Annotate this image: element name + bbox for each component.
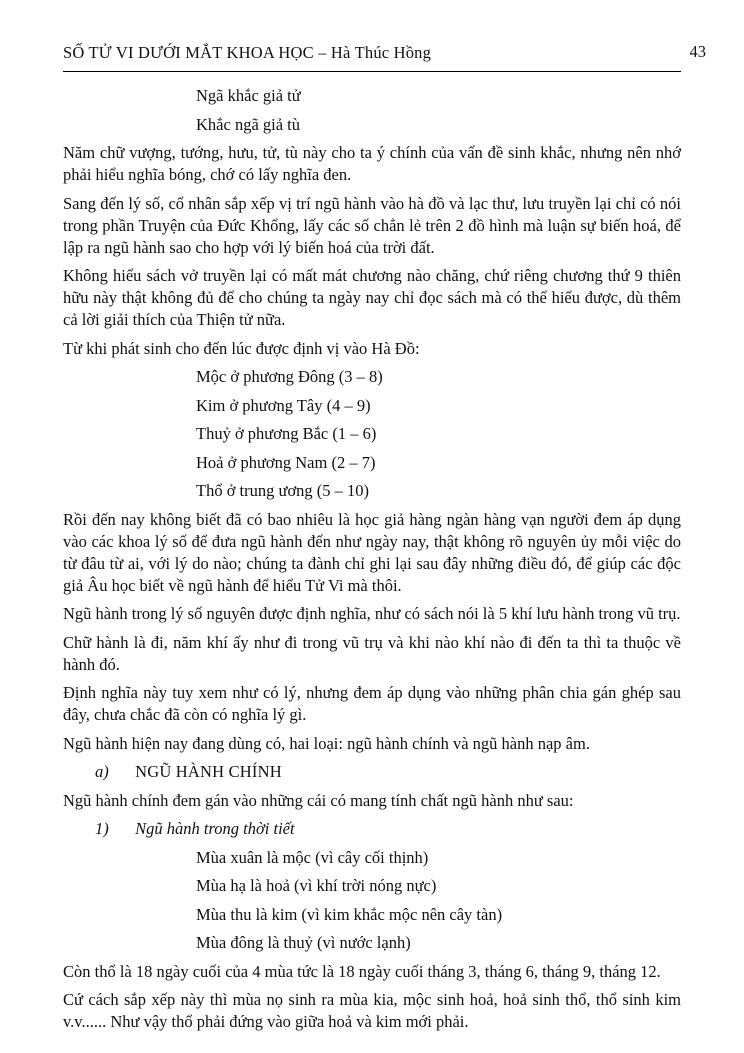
paragraph-ngu-hanh-chinh: Ngũ hành chính đem gán vào những cái có mang tính chất ngũ hành như sau: (63, 790, 574, 810)
paragraph-sang-den: Sang đến lý số, cổ nhân sắp xếp vị trí ngũ hành vào hà đồ và lạc thư, lưu truyền lại chỉ có nói trong phần Truyện của Đức Khổng, lấy các số chẳn lẻ trên 2 đồ hình mà luận sự biến hoá, để lập ra ngũ hành sao cho hợp với lý biến hoá của trời đất. (63, 193, 681, 257)
season-item-winter: Mùa đông là thuỷ (vì nước lạnh) (196, 933, 411, 952)
section-a-marker: a) (95, 762, 109, 781)
season-item-spring: Mùa xuân là mộc (vì cây cối thịnh) (196, 847, 429, 867)
header-rule (63, 42, 681, 72)
ha-do-item-moc: Mộc ở phương Đông (3 – 8) (196, 367, 383, 386)
season-item-autumn: Mùa thu là kim (vì kim khắc mộc nên cây tàn) (196, 904, 503, 924)
paragraph-nam-chu: Năm chữ vượng, tướng, hưu, tử, tù này cho ta ý chính của vấn đề sinh khắc, nhưng nên nhớ phải hiểu nghĩa bóng, chớ có lấy nghĩa đen. (63, 143, 681, 184)
paragraph-dinh-nghia: Định nghĩa này tuy xem như có lý, nhưng đem áp dụng vào những phân chia gán ghép sau đây, chưa chắc đã còn có nghĩa lý gì. (63, 683, 681, 724)
running-title: SỐ TỬ VI DƯỚI MẮT KHOA HỌC – Hà Thúc Hồng (63, 43, 432, 62)
epigraph-line-2: Khắc ngã giả tù (196, 114, 301, 134)
ha-do-item-tho: Thổ ở trung ương (5 – 10) (196, 481, 370, 500)
ha-do-item-thuy: Thuỷ ở phương Bắc (1 – 6) (196, 424, 377, 443)
ha-do-item-hoa: Hoả ở phương Nam (2 – 7) (196, 452, 376, 472)
section-a-title: NGŨ HÀNH CHÍNH (135, 762, 282, 781)
paragraph-tu-khi: Từ khi phát sinh cho đến lúc được định vị vào Hà Đồ: (63, 338, 420, 358)
paragraph-roi-den: Rồi đến nay không biết đã có bao nhiêu là học giả hàng ngàn hàng vạn người đem áp dụng vào các khoa lý số để đưa ngũ hành đến như ngày nay, thật không rõ nguyên ủy mỗi việc do từ đâu từ ai, với lý do nào; chúng ta đành chỉ ghi lại sau đây những điều đó, để giúp các độc giả Âu học biết về ngũ hành để hiểu Tử Vi mà thôi. (63, 509, 681, 595)
page-number: 43 (689, 42, 706, 61)
season-item-summer: Mùa hạ là hoả (vì khí trời nóng nực) (196, 876, 437, 895)
subsection-1-title: Ngũ hành trong thời tiết (135, 819, 295, 838)
section-heading-a (95, 761, 681, 783)
paragraph-con-tho: Còn thổ là 18 ngày cuối của 4 mùa tức là 18 ngày cuối tháng 3, tháng 6, tháng 9, tháng 12. (63, 961, 661, 981)
paragraph-chu-hanh: Chữ hành là đi, năm khí ấy như đi trong vũ trụ và khi nào khí nào đi đến ta thì ta thuộc về hành đó. (63, 632, 681, 674)
epigraph-line-1: Ngã khắc giả tử (196, 86, 301, 105)
ha-do-item-kim: Kim ở phương Tây (4 – 9) (196, 395, 371, 415)
page-header (63, 0, 706, 72)
paragraph-ngu-hanh-trong: Ngũ hành trong lý số nguyên được định nghĩa, như có sách nói là 5 khí lưu hành trong vũ trụ. (63, 604, 681, 623)
paragraph-ngu-hanh-hien-nay: Ngũ hành hiện nay đang dùng có, hai loại: ngũ hành chính và ngũ hành nạp âm. (63, 733, 590, 753)
subsection-heading-1 (95, 818, 681, 840)
subsection-1-marker: 1) (95, 819, 109, 838)
paragraph-khong-hieu: Không hiểu sách vở truyền lại có mất mát chương nào chăng, chứ riêng chương thứ 9 thiên hữu này thật không đủ để cho chúng ta ngày nay chỉ đọc sách mà có thể hiểu được, dù thêm cả lời giải thích của Thiện tử nữa. (63, 266, 681, 329)
paragraph-cu-cach: Cứ cách sắp xếp này thì mùa nọ sinh ra mùa kia, mộc sinh hoả, hoả sinh thổ, thổ sinh kim v.v...... Như vậy thổ phải đứng vào giữa hoả và kim mới phải. (63, 990, 681, 1031)
page-content (63, 72, 681, 1033)
